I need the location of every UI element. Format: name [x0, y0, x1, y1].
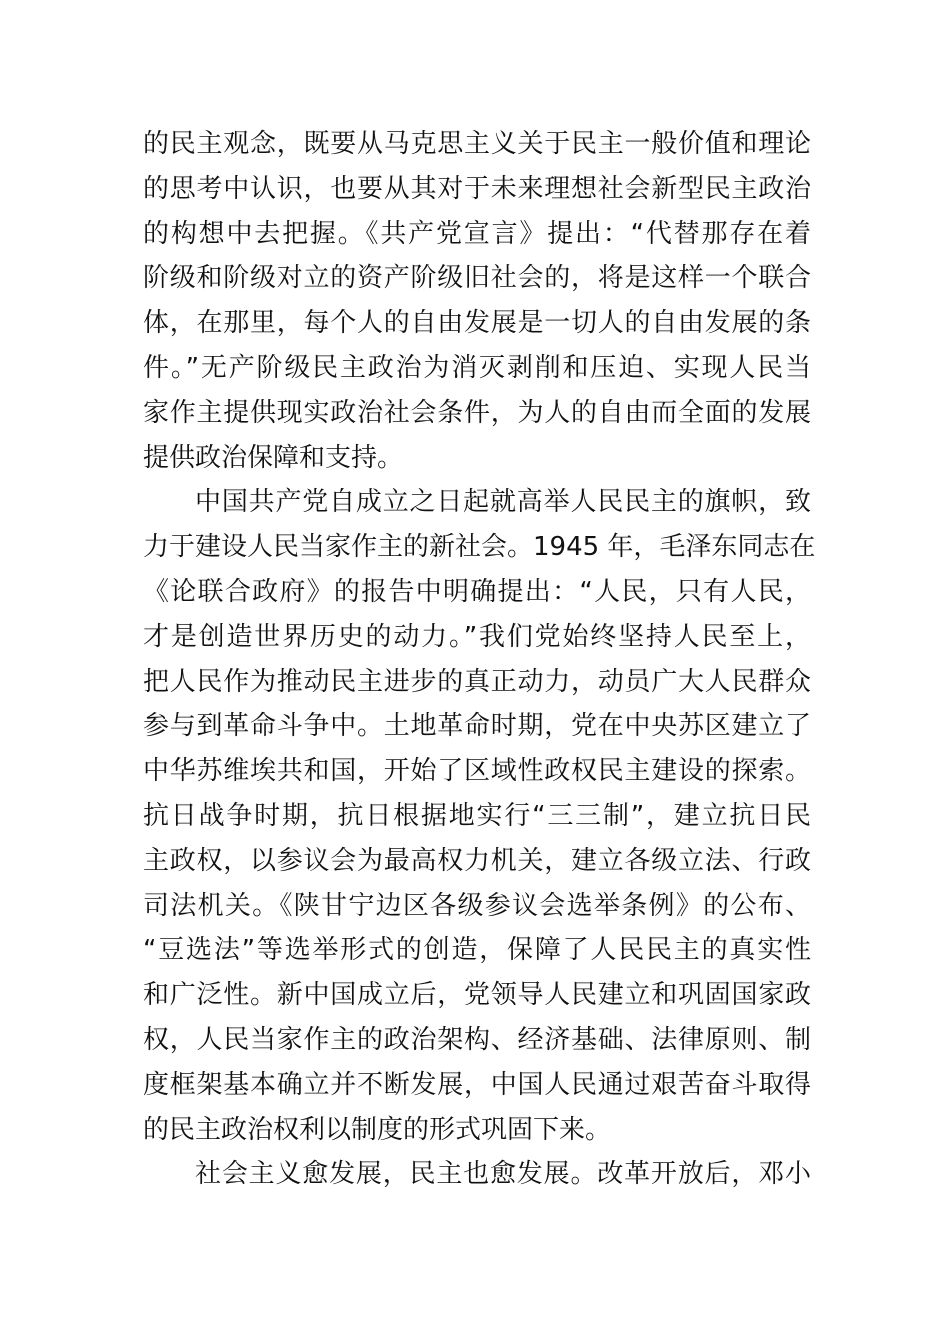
paragraph-line: 才是创造世界历史的动力。”我们党始终坚持人民至上，	[143, 621, 811, 652]
paragraph-line: 的思考中认识，也要从其对于未来理想社会新型民主政治	[143, 173, 811, 204]
paragraph-line: 中华苏维埃共和国，开始了区域性政权民主建设的探索。	[143, 756, 811, 787]
paragraph-line-last: 提供政治保障和支持。	[143, 442, 404, 473]
paragraph-line: 参与到革命斗争中。土地革命时期，党在中央苏区建立了	[143, 711, 811, 742]
paragraph-line: 把人民作为推动民主进步的真正动力，动员广大人民群众	[143, 666, 811, 697]
paragraph-line: 力于建设人民当家作主的新社会。1945 年，毛泽东同志在	[143, 532, 816, 563]
paragraph-line-last: 的民主政治权利以制度的形式巩固下来。	[143, 1114, 612, 1145]
paragraph-line: 的构想中去把握。《共产党宣言》提出：“代替那存在着	[143, 218, 811, 249]
paragraph-first-line: 中国共产党自成立之日起就高举人民民主的旗帜，致	[195, 487, 811, 518]
paragraph-first-line: 社会主义愈发展，民主也愈发展。改革开放后，邓小	[195, 1159, 811, 1190]
body-text	[143, 122, 816, 1197]
paragraph-line: 家作主提供现实政治社会条件，为人的自由而全面的发展	[143, 397, 811, 428]
paragraph-line: 度框架基本确立并不断发展，中国人民通过艰苦奋斗取得	[143, 1069, 811, 1100]
paragraph-line: 权，人民当家作主的政治架构、经济基础、法律原则、制	[143, 1024, 811, 1055]
paragraph-line: 司法机关。《陕甘宁边区各级参议会选举条例》的公布、	[143, 890, 811, 921]
paragraph-line: 抗日战争时期，抗日根据地实行“三三制”，建立抗日民	[143, 800, 811, 831]
paragraph-line: “豆选法”等选举形式的创造，保障了人民民主的真实性	[143, 935, 811, 966]
paragraph-line: 阶级和阶级对立的资产阶级旧社会的，将是这样一个联合	[143, 263, 811, 294]
paragraph-line: 《论联合政府》的报告中明确提出：“人民，只有人民，	[143, 576, 811, 607]
paragraph-line: 主政权，以参议会为最高权力机关，建立各级立法、行政	[143, 845, 811, 876]
paragraph-line: 体，在那里，每个人的自由发展是一切人的自由发展的条	[143, 308, 811, 339]
paragraph-line: 件。”无产阶级民主政治为消灭剥削和压迫、实现人民当	[143, 352, 811, 383]
paragraph-line: 的民主观念，既要从马克思主义关于民主一般价值和理论	[143, 129, 811, 159]
paragraph-line: 和广泛性。新中国成立后，党领导人民建立和巩固国家政	[143, 980, 811, 1011]
